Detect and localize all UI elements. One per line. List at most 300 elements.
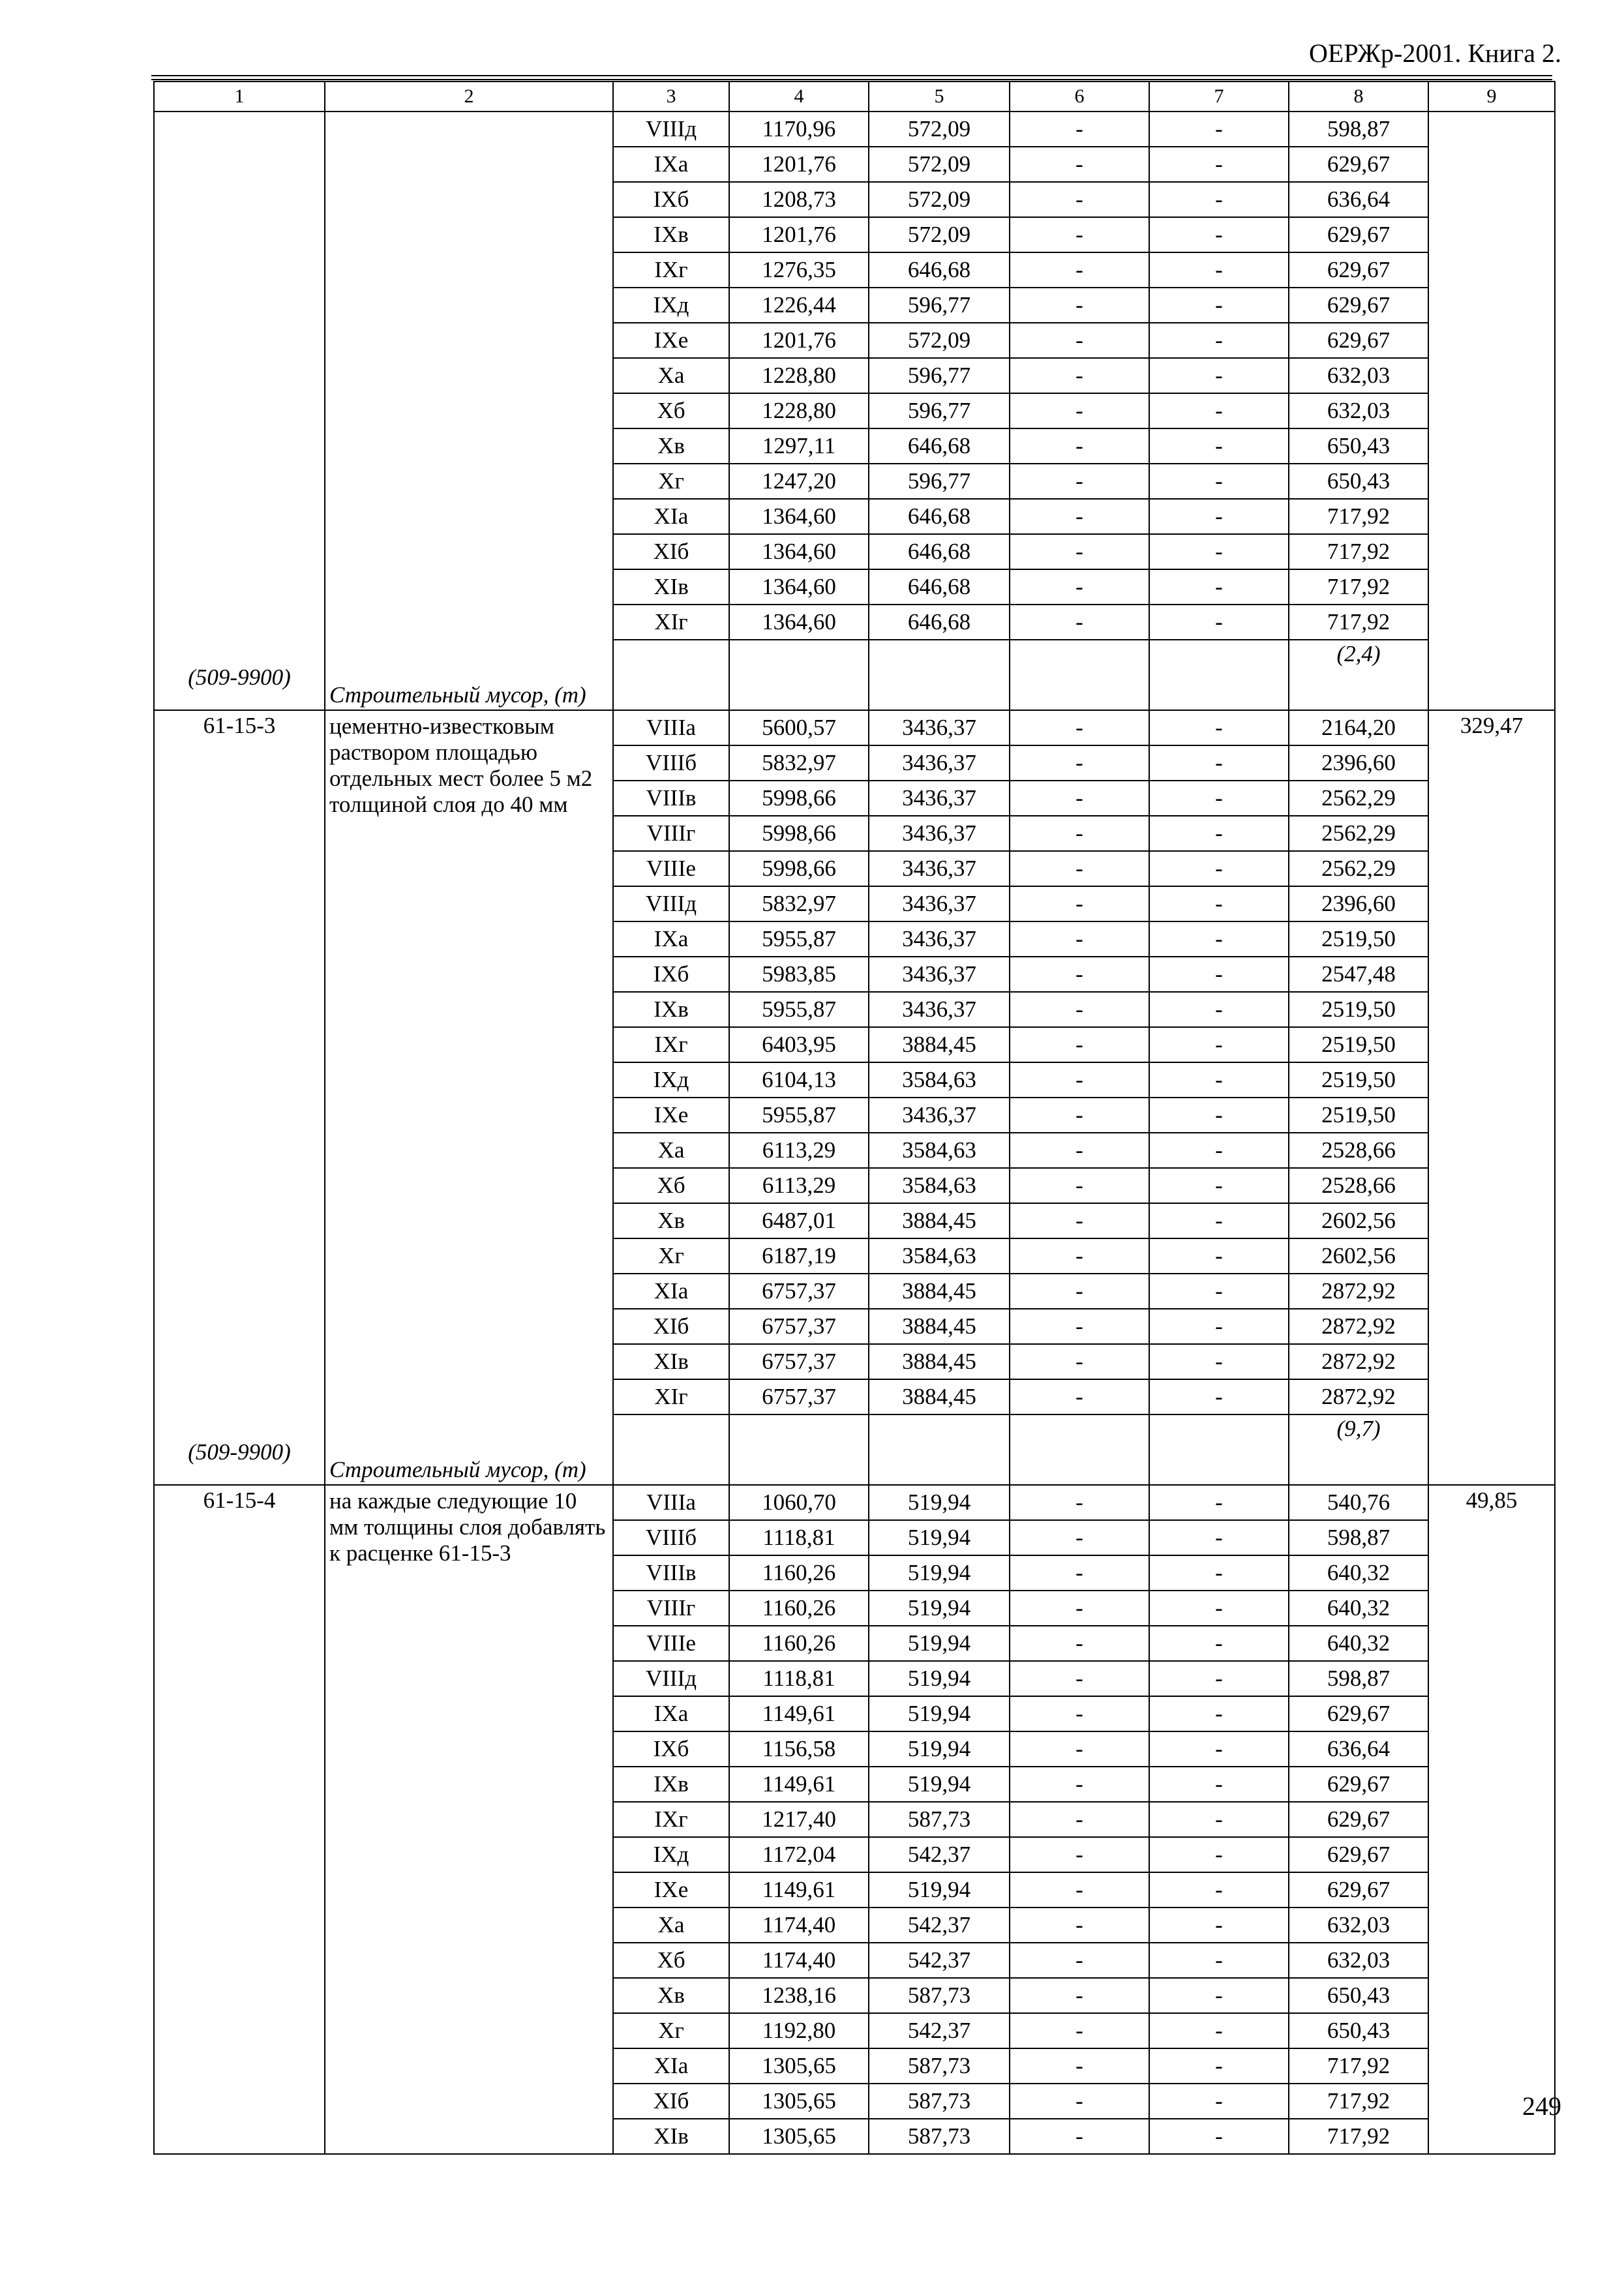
machine-costs-cell: - bbox=[1010, 112, 1149, 147]
materials-cost-cell: 2396,60 bbox=[1289, 886, 1428, 921]
wages-cell: 587,73 bbox=[869, 2048, 1010, 2084]
region-zone-cell: VIIIб bbox=[613, 745, 729, 781]
machine-costs-cell: - bbox=[1010, 1379, 1149, 1414]
rate-description: на каждые следующие 10 мм толщины слоя добавлять к расценке 61-15-3 bbox=[329, 1488, 606, 1566]
wages-cell: 572,09 bbox=[869, 112, 1010, 147]
wages-cell: 542,37 bbox=[869, 1837, 1010, 1872]
region-zone-cell: IXв bbox=[613, 992, 729, 1027]
region-zone-cell: IXа bbox=[613, 1696, 729, 1731]
driver-wages-cell: - bbox=[1149, 1943, 1289, 1978]
description-stack bbox=[329, 115, 609, 710]
wages-cell: 596,77 bbox=[869, 464, 1010, 499]
machine-costs-cell: - bbox=[1010, 288, 1149, 323]
machine-costs-cell: - bbox=[1010, 1837, 1149, 1872]
direct-costs-cell: 1118,81 bbox=[729, 1661, 869, 1696]
region-zone-cell: IXг bbox=[613, 1802, 729, 1837]
materials-cost-cell: 2519,50 bbox=[1289, 1062, 1428, 1098]
direct-costs-cell: 1247,20 bbox=[729, 464, 869, 499]
region-zone-cell: Xв bbox=[613, 1203, 729, 1238]
materials-cost-cell: 636,64 bbox=[1289, 182, 1428, 217]
region-zone-cell: XIв bbox=[613, 569, 729, 605]
wages-cell: 646,68 bbox=[869, 499, 1010, 534]
materials-cost-cell: 2519,50 bbox=[1289, 1027, 1428, 1062]
wages-cell: 3884,45 bbox=[869, 1344, 1010, 1379]
machine-costs-cell: - bbox=[1010, 1731, 1149, 1767]
direct-costs-cell: 1201,76 bbox=[729, 217, 869, 252]
direct-costs-cell: 1060,70 bbox=[729, 1485, 869, 1520]
driver-wages-cell: - bbox=[1149, 182, 1289, 217]
machine-costs-cell: - bbox=[1010, 1309, 1149, 1344]
materials-cost-cell: 598,87 bbox=[1289, 112, 1428, 147]
direct-costs-cell: 1364,60 bbox=[729, 499, 869, 534]
driver-wages-cell: - bbox=[1149, 605, 1289, 640]
materials-cost-cell: 629,67 bbox=[1289, 1872, 1428, 1908]
driver-wages-cell: - bbox=[1149, 1062, 1289, 1098]
wages-cell: 587,73 bbox=[869, 2119, 1010, 2154]
machine-costs-cell: - bbox=[1010, 252, 1149, 288]
driver-wages-cell: - bbox=[1149, 1802, 1289, 1837]
region-zone-cell: IXд bbox=[613, 1062, 729, 1098]
direct-costs-cell: 1226,44 bbox=[729, 288, 869, 323]
wages-cell: 3436,37 bbox=[869, 710, 1010, 745]
wages-cell: 3884,45 bbox=[869, 1027, 1010, 1062]
header-rule-double bbox=[151, 79, 1552, 80]
empty-cell bbox=[1149, 640, 1289, 710]
region-zone-cell: IXе bbox=[613, 1098, 729, 1133]
materials-cost-cell: 540,76 bbox=[1289, 1485, 1428, 1520]
materials-cost-cell: 2528,66 bbox=[1289, 1133, 1428, 1168]
region-zone-cell: XIв bbox=[613, 1344, 729, 1379]
driver-wages-cell: - bbox=[1149, 428, 1289, 464]
driver-wages-cell: - bbox=[1149, 1872, 1289, 1908]
direct-costs-cell: 6757,37 bbox=[729, 1379, 869, 1414]
driver-wages-cell: - bbox=[1149, 1344, 1289, 1379]
materials-cost-cell: 717,92 bbox=[1289, 605, 1428, 640]
driver-wages-cell: - bbox=[1149, 1203, 1289, 1238]
materials-cost-cell: 629,67 bbox=[1289, 252, 1428, 288]
empty-cell bbox=[1149, 1414, 1289, 1485]
direct-costs-cell: 1174,40 bbox=[729, 1908, 869, 1943]
direct-costs-cell: 1297,11 bbox=[729, 428, 869, 464]
description-cell bbox=[325, 1485, 613, 2154]
region-zone-cell: IXг bbox=[613, 1027, 729, 1062]
direct-costs-cell: 1172,04 bbox=[729, 1837, 869, 1872]
column-number: 4 bbox=[729, 82, 869, 112]
wages-cell: 519,94 bbox=[869, 1591, 1010, 1626]
wages-cell: 519,94 bbox=[869, 1661, 1010, 1696]
region-zone-cell: XIб bbox=[613, 1309, 729, 1344]
description-stack bbox=[329, 713, 609, 1484]
region-zone-cell: XIа bbox=[613, 1274, 729, 1309]
materials-cost-cell: 650,43 bbox=[1289, 464, 1428, 499]
machine-costs-cell: - bbox=[1010, 1802, 1149, 1837]
machine-costs-cell: - bbox=[1010, 182, 1149, 217]
region-zone-cell: VIIIд bbox=[613, 886, 729, 921]
wages-cell: 572,09 bbox=[869, 323, 1010, 358]
region-zone-cell: VIIIа bbox=[613, 1485, 729, 1520]
driver-wages-cell: - bbox=[1149, 886, 1289, 921]
region-zone-cell: IXб bbox=[613, 182, 729, 217]
region-zone-cell: Xв bbox=[613, 428, 729, 464]
materials-cost-cell: 2396,60 bbox=[1289, 745, 1428, 781]
empty-cell bbox=[729, 640, 869, 710]
region-zone-cell: VIIIд bbox=[613, 1661, 729, 1696]
machine-costs-cell: - bbox=[1010, 1908, 1149, 1943]
driver-wages-cell: - bbox=[1149, 1168, 1289, 1203]
wages-cell: 3436,37 bbox=[869, 781, 1010, 816]
trash-quantity: (9,7) bbox=[1289, 1414, 1428, 1485]
driver-wages-cell: - bbox=[1149, 816, 1289, 851]
direct-costs-cell: 1201,76 bbox=[729, 147, 869, 182]
machine-costs-cell: - bbox=[1010, 886, 1149, 921]
wages-cell: 519,94 bbox=[869, 1555, 1010, 1591]
machine-costs-cell: - bbox=[1010, 921, 1149, 957]
materials-cost-cell: 2602,56 bbox=[1289, 1238, 1428, 1274]
machine-costs-cell: - bbox=[1010, 569, 1149, 605]
region-zone-cell: IXг bbox=[613, 252, 729, 288]
materials-cost-cell: 629,67 bbox=[1289, 147, 1428, 182]
wages-cell: 646,68 bbox=[869, 428, 1010, 464]
direct-costs-cell: 1201,76 bbox=[729, 323, 869, 358]
region-zone-cell: Xа bbox=[613, 358, 729, 393]
wages-cell: 3584,63 bbox=[869, 1133, 1010, 1168]
wages-cell: 3584,63 bbox=[869, 1238, 1010, 1274]
direct-costs-cell: 5832,97 bbox=[729, 745, 869, 781]
table-row bbox=[154, 112, 1555, 147]
direct-costs-cell: 6104,13 bbox=[729, 1062, 869, 1098]
direct-costs-cell: 5998,66 bbox=[729, 851, 869, 886]
description-cell bbox=[325, 112, 613, 710]
machine-costs-cell: - bbox=[1010, 2013, 1149, 2048]
wages-cell: 519,94 bbox=[869, 1767, 1010, 1802]
materials-cost-cell: 2528,66 bbox=[1289, 1168, 1428, 1203]
wages-cell: 596,77 bbox=[869, 393, 1010, 428]
region-zone-cell: IXд bbox=[613, 288, 729, 323]
empty-cell bbox=[729, 1414, 869, 1485]
materials-cost-cell: 2562,29 bbox=[1289, 816, 1428, 851]
region-zone-cell: XIа bbox=[613, 2048, 729, 2084]
materials-cost-cell: 636,64 bbox=[1289, 1731, 1428, 1767]
region-zone-cell: IXд bbox=[613, 1837, 729, 1872]
region-zone-cell: VIIIв bbox=[613, 781, 729, 816]
machine-costs-cell: - bbox=[1010, 499, 1149, 534]
region-zone-cell: Xа bbox=[613, 1133, 729, 1168]
driver-wages-cell: - bbox=[1149, 1696, 1289, 1731]
empty-cell bbox=[1010, 640, 1149, 710]
column-number: 9 bbox=[1428, 82, 1555, 112]
direct-costs-cell: 6113,29 bbox=[729, 1168, 869, 1203]
trash-label: Строительный мусор, (т) bbox=[329, 682, 586, 708]
description-stack bbox=[329, 1488, 609, 2153]
materials-cost-cell: 632,03 bbox=[1289, 393, 1428, 428]
wages-cell: 572,09 bbox=[869, 147, 1010, 182]
materials-cost-cell: 650,43 bbox=[1289, 428, 1428, 464]
empty-cell bbox=[1010, 1414, 1149, 1485]
column-number: 6 bbox=[1010, 82, 1149, 112]
driver-wages-cell: - bbox=[1149, 1661, 1289, 1696]
region-zone-cell: XIг bbox=[613, 1379, 729, 1414]
direct-costs-cell: 1305,65 bbox=[729, 2084, 869, 2119]
driver-wages-cell: - bbox=[1149, 252, 1289, 288]
driver-wages-cell: - bbox=[1149, 851, 1289, 886]
region-zone-cell: Xг bbox=[613, 1238, 729, 1274]
direct-costs-cell: 1149,61 bbox=[729, 1872, 869, 1908]
column-number: 7 bbox=[1149, 82, 1289, 112]
region-zone-cell: VIIIд bbox=[613, 112, 729, 147]
wages-cell: 542,37 bbox=[869, 1908, 1010, 1943]
region-zone-cell: Xг bbox=[613, 464, 729, 499]
table-row bbox=[154, 1485, 1555, 1520]
machine-costs-cell: - bbox=[1010, 323, 1149, 358]
region-zone-cell: VIIIб bbox=[613, 1520, 729, 1555]
materials-cost-cell: 640,32 bbox=[1289, 1626, 1428, 1661]
direct-costs-cell: 6757,37 bbox=[729, 1344, 869, 1379]
driver-wages-cell: - bbox=[1149, 710, 1289, 745]
direct-costs-cell: 1305,65 bbox=[729, 2048, 869, 2084]
driver-wages-cell: - bbox=[1149, 1626, 1289, 1661]
materials-cost-cell: 2519,50 bbox=[1289, 992, 1428, 1027]
wages-cell: 542,37 bbox=[869, 2013, 1010, 2048]
driver-wages-cell: - bbox=[1149, 1520, 1289, 1555]
driver-wages-cell: - bbox=[1149, 323, 1289, 358]
machine-costs-cell: - bbox=[1010, 1661, 1149, 1696]
machine-costs-cell: - bbox=[1010, 1626, 1149, 1661]
rate-code: 61-15-3 bbox=[203, 713, 276, 738]
materials-cost-cell: 629,67 bbox=[1289, 1802, 1428, 1837]
machine-costs-cell: - bbox=[1010, 1872, 1149, 1908]
materials-cost-cell: 2562,29 bbox=[1289, 851, 1428, 886]
direct-costs-cell: 6757,37 bbox=[729, 1309, 869, 1344]
machine-costs-cell: - bbox=[1010, 1274, 1149, 1309]
direct-costs-cell: 1364,60 bbox=[729, 569, 869, 605]
machine-costs-cell: - bbox=[1010, 1591, 1149, 1626]
driver-wages-cell: - bbox=[1149, 957, 1289, 992]
wages-cell: 3884,45 bbox=[869, 1274, 1010, 1309]
direct-costs-cell: 1364,60 bbox=[729, 534, 869, 569]
machine-costs-cell: - bbox=[1010, 1555, 1149, 1591]
machine-costs-cell: - bbox=[1010, 534, 1149, 569]
driver-wages-cell: - bbox=[1149, 1978, 1289, 2013]
materials-cost-cell: 632,03 bbox=[1289, 358, 1428, 393]
driver-wages-cell: - bbox=[1149, 1908, 1289, 1943]
column-number: 3 bbox=[613, 82, 729, 112]
machine-costs-cell: - bbox=[1010, 2084, 1149, 2119]
materials-cost-cell: 632,03 bbox=[1289, 1943, 1428, 1978]
column-number: 8 bbox=[1289, 82, 1428, 112]
driver-wages-cell: - bbox=[1149, 1379, 1289, 1414]
direct-costs-cell: 5600,57 bbox=[729, 710, 869, 745]
machine-costs-cell: - bbox=[1010, 2119, 1149, 2154]
region-zone-cell: IXб bbox=[613, 1731, 729, 1767]
direct-costs-cell: 1228,80 bbox=[729, 358, 869, 393]
column-number: 2 bbox=[325, 82, 613, 112]
driver-wages-cell: - bbox=[1149, 2119, 1289, 2154]
materials-cost-cell: 717,92 bbox=[1289, 2119, 1428, 2154]
driver-wages-cell: - bbox=[1149, 2084, 1289, 2119]
trash-code: (509-9900) bbox=[188, 665, 291, 690]
machine-costs-cell: - bbox=[1010, 745, 1149, 781]
region-zone-cell: IXе bbox=[613, 1872, 729, 1908]
wages-cell: 646,68 bbox=[869, 605, 1010, 640]
machine-costs-cell: - bbox=[1010, 2048, 1149, 2084]
region-zone-cell: IXе bbox=[613, 323, 729, 358]
code-cell bbox=[154, 112, 325, 710]
region-zone-cell: Xб bbox=[613, 393, 729, 428]
direct-costs-cell: 5998,66 bbox=[729, 781, 869, 816]
column-number: 1 bbox=[154, 82, 325, 112]
driver-wages-cell: - bbox=[1149, 2013, 1289, 2048]
trash-quantity: (2,4) bbox=[1289, 640, 1428, 710]
trash-label: Строительный мусор, (т) bbox=[329, 1457, 586, 1482]
driver-wages-cell: - bbox=[1149, 534, 1289, 569]
driver-wages-cell: - bbox=[1149, 464, 1289, 499]
driver-wages-cell: - bbox=[1149, 358, 1289, 393]
direct-costs-cell: 1160,26 bbox=[729, 1626, 869, 1661]
code-cell bbox=[154, 1485, 325, 2154]
wages-cell: 3436,37 bbox=[869, 921, 1010, 957]
wages-cell: 572,09 bbox=[869, 217, 1010, 252]
machine-costs-cell: - bbox=[1010, 1696, 1149, 1731]
materials-cost-cell: 629,67 bbox=[1289, 1696, 1428, 1731]
driver-wages-cell: - bbox=[1149, 1555, 1289, 1591]
wages-cell: 519,94 bbox=[869, 1626, 1010, 1661]
column-number: 5 bbox=[869, 82, 1010, 112]
materials-cost-cell: 2562,29 bbox=[1289, 781, 1428, 816]
direct-costs-cell: 6757,37 bbox=[729, 1274, 869, 1309]
wages-cell: 3884,45 bbox=[869, 1203, 1010, 1238]
code-stack bbox=[158, 115, 320, 710]
driver-wages-cell: - bbox=[1149, 921, 1289, 957]
driver-wages-cell: - bbox=[1149, 2048, 1289, 2084]
driver-wages-cell: - bbox=[1149, 1591, 1289, 1626]
wages-cell: 3436,37 bbox=[869, 886, 1010, 921]
materials-cost-cell: 629,67 bbox=[1289, 288, 1428, 323]
driver-wages-cell: - bbox=[1149, 1238, 1289, 1274]
driver-wages-cell: - bbox=[1149, 112, 1289, 147]
direct-costs-cell: 1276,35 bbox=[729, 252, 869, 288]
direct-costs-cell: 1174,40 bbox=[729, 1943, 869, 1978]
region-zone-cell: IXв bbox=[613, 1767, 729, 1802]
machine-costs-cell: - bbox=[1010, 851, 1149, 886]
materials-cost-cell: 2872,92 bbox=[1289, 1379, 1428, 1414]
materials-cost-cell: 2872,92 bbox=[1289, 1344, 1428, 1379]
machine-costs-cell: - bbox=[1010, 1133, 1149, 1168]
wages-cell: 596,77 bbox=[869, 358, 1010, 393]
wages-cell: 587,73 bbox=[869, 1802, 1010, 1837]
empty-cell bbox=[613, 1414, 729, 1485]
machine-costs-cell: - bbox=[1010, 710, 1149, 745]
machine-costs-cell: - bbox=[1010, 1520, 1149, 1555]
materials-cost-cell: 629,67 bbox=[1289, 323, 1428, 358]
driver-wages-cell: - bbox=[1149, 569, 1289, 605]
materials-cost-cell: 640,32 bbox=[1289, 1555, 1428, 1591]
driver-wages-cell: - bbox=[1149, 393, 1289, 428]
materials-cost-cell: 629,67 bbox=[1289, 1767, 1428, 1802]
region-zone-cell: XIг bbox=[613, 605, 729, 640]
region-zone-cell: VIIIг bbox=[613, 1591, 729, 1626]
machine-costs-cell: - bbox=[1010, 393, 1149, 428]
labor-cost-cell bbox=[1428, 112, 1555, 710]
region-zone-cell: VIIIв bbox=[613, 1555, 729, 1591]
labor-cost-cell: 329,47 bbox=[1428, 710, 1555, 1485]
region-zone-cell: VIIIа bbox=[613, 710, 729, 745]
machine-costs-cell: - bbox=[1010, 1098, 1149, 1133]
materials-cost-cell: 632,03 bbox=[1289, 1908, 1428, 1943]
materials-cost-cell: 2519,50 bbox=[1289, 921, 1428, 957]
materials-cost-cell: 717,92 bbox=[1289, 2048, 1428, 2084]
materials-cost-cell: 2872,92 bbox=[1289, 1274, 1428, 1309]
wages-cell: 3884,45 bbox=[869, 1379, 1010, 1414]
region-zone-cell: VIIIг bbox=[613, 816, 729, 851]
materials-cost-cell: 640,32 bbox=[1289, 1591, 1428, 1626]
region-zone-cell: VIIIе bbox=[613, 1626, 729, 1661]
machine-costs-cell: - bbox=[1010, 1485, 1149, 1520]
direct-costs-cell: 1118,81 bbox=[729, 1520, 869, 1555]
machine-costs-cell: - bbox=[1010, 1062, 1149, 1098]
direct-costs-cell: 1160,26 bbox=[729, 1555, 869, 1591]
direct-costs-cell: 6487,01 bbox=[729, 1203, 869, 1238]
machine-costs-cell: - bbox=[1010, 358, 1149, 393]
wages-cell: 3436,37 bbox=[869, 957, 1010, 992]
materials-cost-cell: 2519,50 bbox=[1289, 1098, 1428, 1133]
materials-cost-cell: 2602,56 bbox=[1289, 1203, 1428, 1238]
materials-cost-cell: 629,67 bbox=[1289, 217, 1428, 252]
machine-costs-cell: - bbox=[1010, 957, 1149, 992]
region-zone-cell: IXв bbox=[613, 217, 729, 252]
wages-cell: 587,73 bbox=[869, 2084, 1010, 2119]
direct-costs-cell: 5983,85 bbox=[729, 957, 869, 992]
wages-cell: 596,77 bbox=[869, 288, 1010, 323]
machine-costs-cell: - bbox=[1010, 1168, 1149, 1203]
wages-cell: 519,94 bbox=[869, 1696, 1010, 1731]
wages-cell: 646,68 bbox=[869, 252, 1010, 288]
wages-cell: 3584,63 bbox=[869, 1062, 1010, 1098]
driver-wages-cell: - bbox=[1149, 1027, 1289, 1062]
region-zone-cell: IXа bbox=[613, 147, 729, 182]
rate-code: 61-15-4 bbox=[203, 1488, 276, 1513]
rate-description: цементно-известковым раствором площадью отдельных мест более 5 м2 толщиной слоя до 40 мм bbox=[329, 713, 593, 817]
machine-costs-cell: - bbox=[1010, 147, 1149, 182]
driver-wages-cell: - bbox=[1149, 745, 1289, 781]
machine-costs-cell: - bbox=[1010, 1978, 1149, 2013]
direct-costs-cell: 6113,29 bbox=[729, 1133, 869, 1168]
machine-costs-cell: - bbox=[1010, 1767, 1149, 1802]
materials-cost-cell: 717,92 bbox=[1289, 499, 1428, 534]
direct-costs-cell: 1364,60 bbox=[729, 605, 869, 640]
wages-cell: 519,94 bbox=[869, 1731, 1010, 1767]
driver-wages-cell: - bbox=[1149, 1133, 1289, 1168]
materials-cost-cell: 717,92 bbox=[1289, 569, 1428, 605]
region-zone-cell: XIб bbox=[613, 534, 729, 569]
trash-code: (509-9900) bbox=[188, 1439, 291, 1465]
driver-wages-cell: - bbox=[1149, 1731, 1289, 1767]
driver-wages-cell: - bbox=[1149, 1485, 1289, 1520]
direct-costs-cell: 1156,58 bbox=[729, 1731, 869, 1767]
wages-cell: 3436,37 bbox=[869, 1098, 1010, 1133]
direct-costs-cell: 6187,19 bbox=[729, 1238, 869, 1274]
direct-costs-cell: 5955,87 bbox=[729, 1098, 869, 1133]
wages-cell: 542,37 bbox=[869, 1943, 1010, 1978]
machine-costs-cell: - bbox=[1010, 1027, 1149, 1062]
direct-costs-cell: 1208,73 bbox=[729, 182, 869, 217]
direct-costs-cell: 1238,16 bbox=[729, 1978, 869, 2013]
region-zone-cell: IXа bbox=[613, 921, 729, 957]
wages-cell: 519,94 bbox=[869, 1520, 1010, 1555]
materials-cost-cell: 2547,48 bbox=[1289, 957, 1428, 992]
region-zone-cell: Xа bbox=[613, 1908, 729, 1943]
direct-costs-cell: 1305,65 bbox=[729, 2119, 869, 2154]
driver-wages-cell: - bbox=[1149, 1274, 1289, 1309]
